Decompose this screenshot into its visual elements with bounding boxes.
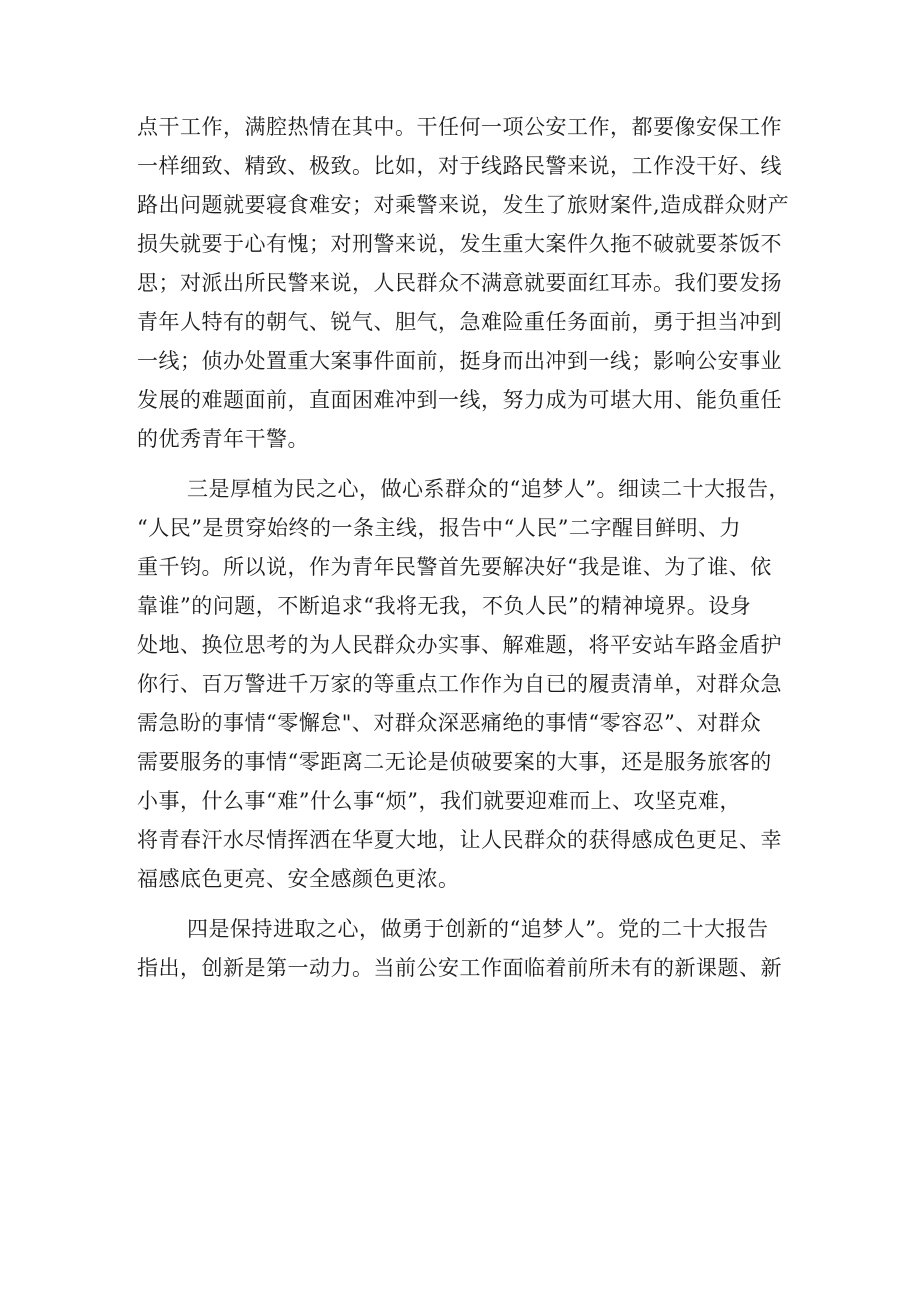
- text-line: 你行、百万警进千万家的等重点工作作为自已的履责清单，对群众急: [137, 672, 782, 696]
- text-line: 靠谁”的问题，不断追求“我将无我，不负人民”的精神境界。设身: [137, 594, 752, 618]
- text-line: 将青春汗水尽情挥洒在华夏大地，让人民群众的获得感成色更足、幸: [137, 828, 782, 852]
- paragraph-2: [137, 470, 789, 899]
- text-line: “人民”是贯穿始终的一条主线，报告中“人民”二字醒目鲜明、力: [137, 516, 741, 540]
- text-line: 一样细致、精致、极致。比如，对于线路民警来说，工作没干好、线: [137, 154, 782, 178]
- text-line: 小事，什么事“难”什么事“烦”，我们就要迎难而上、攻坚克难，: [137, 789, 741, 813]
- text-line: 处地、换位思考的为人民群众办实事、解难题，将平安站车路金盾护: [137, 633, 782, 657]
- paragraph-spacing: [137, 899, 789, 910]
- paragraph-3: [137, 910, 789, 988]
- text-line: 思；对派出所民警来说，人民群众不满意就要面红耳赤。我们要发扬: [137, 271, 782, 295]
- text-line: 的优秀青年干警。: [137, 427, 309, 451]
- text-line: 需急盼的事情“零懈怠"、对群众深恶痛绝的事情“零容忍”、对群众: [137, 711, 762, 735]
- text-line: 三是厚植为民之心，做心系群众的“追梦人”。细读二十大报告，: [187, 477, 790, 501]
- paragraph-spacing: [137, 459, 789, 470]
- paragraph-1: [137, 108, 789, 459]
- text-line: 需要服务的事情“零距离二无论是侦破要案的大事，还是服务旅客的: [137, 750, 772, 774]
- document-body: [137, 108, 789, 988]
- text-line: 四是保持进取之心，做勇于创新的“追梦人”。党的二十大报告: [187, 917, 769, 941]
- text-line: 损失就要于心有愧；对刑警来说，发生重大案件久拖不破就要茶饭不: [137, 232, 782, 256]
- text-line: 福感底色更亮、安全感颜色更浓。: [137, 867, 460, 891]
- text-line: 青年人特有的朝气、锐气、胆气，急难险重任务面前，勇于担当冲到: [137, 310, 782, 334]
- text-line: 路出问题就要寝食难安；对乘警来说，发生了旅财案件,造成群众财产: [137, 193, 790, 217]
- text-line: 发展的难题面前，直面困难冲到一线，努力成为可堪大用、能负重任: [137, 388, 782, 412]
- text-line: 指出，创新是第一动力。当前公安工作面临着前所未有的新课题、新: [137, 956, 782, 980]
- text-line: 点干工作，满腔热情在其中。干任何一项公安工作，都要像安保工作: [137, 115, 782, 139]
- text-line: 一线；侦办处置重大案事件面前，挺身而出冲到一线；影响公安事业: [137, 349, 782, 373]
- text-line: 重千钧。所以说，作为青年民警首先要解决好“我是谁、为了谁、依: [137, 555, 772, 579]
